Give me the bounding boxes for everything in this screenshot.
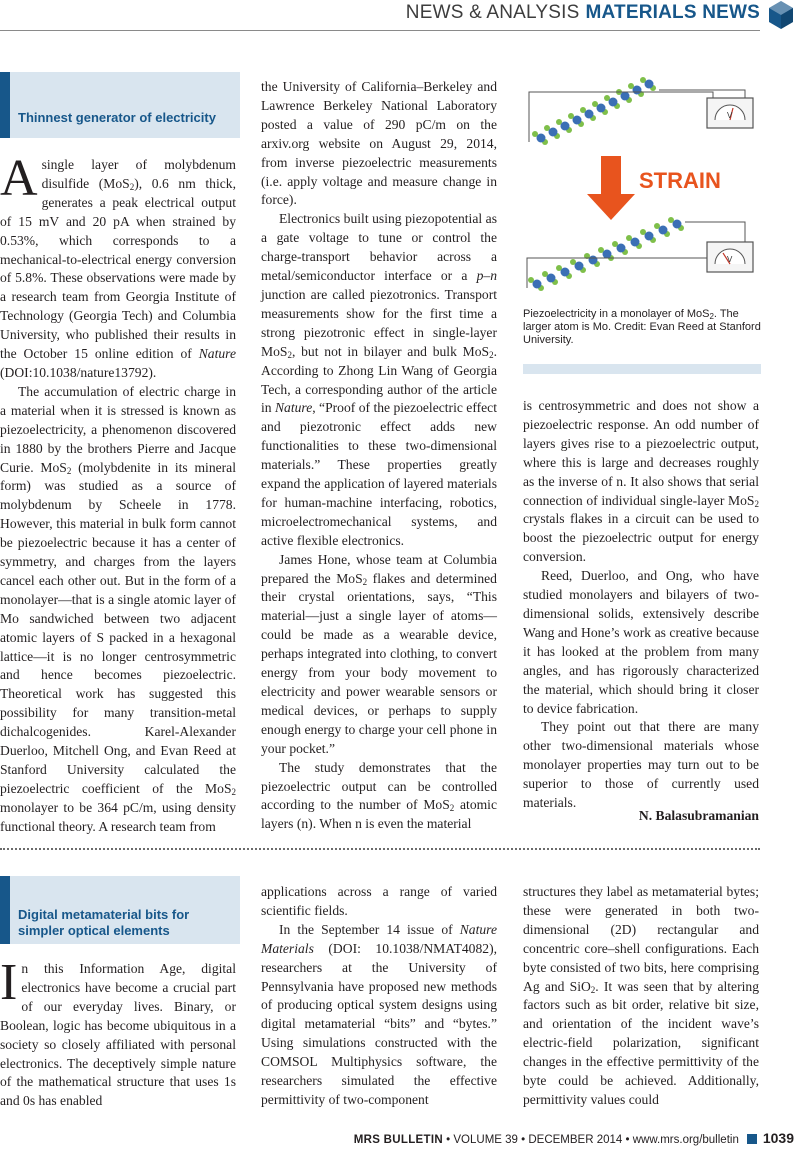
header-section: NEWS & ANALYSIS	[405, 2, 580, 23]
story1-column-1	[0, 150, 236, 837]
drop-cap: A	[0, 150, 38, 207]
story1-col2-paragraph-3: James Hone, whose team at Columbia prepared the MoS$_2$ flakes and determined their crystal orientations, says, “This material—just a single layer of atoms—could be made as a wearable device, perhaps integrated into clothing, to convert energy from your body movement to electricity and power wearable sensors or medical devices, or perhaps to supply enough energy to charge your cell phone in your pocket.”	[261, 551, 497, 756]
story1-heading: Thinnest generator of electricity	[18, 110, 216, 125]
story1-column-2	[261, 78, 497, 834]
page-footer: MRS BULLETIN • VOLUME 39 • DECEMBER 2014 • www.mrs.org/bulletin 1039	[353, 1130, 794, 1146]
journal-name: MRS BULLETIN	[353, 1134, 443, 1146]
header-rule	[0, 30, 760, 31]
story1-col3-paragraph-2: Reed, Duerloo, and Ong, who have studied monolayers and bilayers of two-dimensional solids, extensively describe Wang and Hone’s work as creative because it has looked at the problem from many angles, and has rigorously characterized the material, which should bring it closer to device fabrication.	[523, 568, 759, 716]
story2-col1-paragraph-1: In this Information Age, digital electronics have become a crucial part of our everyday lives. Binary, or Boolean, logic has become ubiquitous in a society so closely affiliated with personal electronics. The deceptively simple nature of the mathematical structure that uses 1s and 0s has enabled	[0, 954, 236, 1109]
story2-col2-paragraph-1: applications across a range of varied scientific fields.	[261, 884, 497, 918]
story1-col3-paragraph-1: is centrosymmetric and does not show a piezoelectric response. An odd number of layers gives rise to a piezoelectric output, where this is large and decreases roughly as the inverse of n. It also shows that serial connection of individual single-layer MoS$_2$ crystals flakes in a circuit can be used to boost the piezoelectric output for energy conversion.	[523, 398, 759, 565]
story-divider	[0, 848, 760, 850]
story2-column-3	[523, 883, 759, 1110]
story1-col2-paragraph-4: The study demonstrates that the piezoelectric output can be controlled according to the number of MoS$_2$ atomic layers (n). When n is even the material	[261, 759, 497, 832]
story2-heading: Digital metamaterial bits for simpler optical elements	[18, 907, 190, 938]
square-bullet-icon	[747, 1134, 757, 1144]
story1-col2-paragraph-1: the University of California–Berkeley and Lawrence Berkeley National Laboratory posted a value of 290 pC/m on the arxiv.org website on August 29, 2014, from inverse piezoelectric measurements (i.e. apply voltage and measure change in force).	[261, 79, 497, 208]
story2-col2-paragraph-2: In the September 14 issue of Nature Materials (DOI: 10.1038/NMAT4082), researchers at the University of Pennsylvania have proposed new methods of producing optical system designs using digital metamaterial “bits” and “bytes.” Using simulations constructed with the COMSOL Multiphysics software, the researchers simulated the effective permittivity of two-component	[261, 921, 497, 1107]
unstrained-lattice	[532, 77, 656, 145]
heading-accent-bar	[0, 72, 10, 138]
story2-col3-paragraph-1: structures they label as metamaterial bytes; these were generated in both two-dimensional (2D) rectangular and concentric core–shell configurations. Each byte consisted of two bits, here comprising Ag and SiO$_2$. It was seen that by altering factors such as bit order, relative bit size, and orientation of the incident wave’s electric-field polarization, significant changes in the effective permittivity of the byte could be achieved. Additionally, permittivity values could	[523, 884, 759, 1107]
strain-arrow-icon	[587, 156, 635, 220]
journal-url[interactable]: www.mrs.org/bulletin	[632, 1134, 739, 1146]
story2-heading-box	[0, 876, 240, 944]
volume: VOLUME 39	[453, 1134, 518, 1146]
header-subsection: MATERIALS NEWS	[585, 2, 760, 23]
page-header	[0, 0, 800, 34]
svg-text:V: V	[727, 255, 733, 264]
story2-column-2	[261, 883, 497, 1110]
hexagon-logo-icon	[768, 0, 794, 30]
figure-caption: Piezoelectricity in a monolayer of MoS$_2$. The larger atom is Mo. Credit: Evan Reed at Stanford University.	[523, 308, 761, 346]
header-label	[406, 2, 760, 24]
heading-accent-bar	[0, 876, 10, 944]
story1-col1-paragraph-1: Asingle layer of molybdenum disulfide (MoS$_2$), 0.6 nm thick, generates a peak electrical output of 15 mV and 20 pA when strained by 0.53%, which corresponds to a mechanical-to-electrical energy conversion of 5.8%. These observations were made by a research team from Georgia Institute of Technology (Georgia Tech) and Columbia University, who published their results in the October 15 online edition of Nature (DOI:10.1038/nature13792).	[0, 150, 236, 380]
strain-label: STRAIN	[639, 168, 721, 193]
issue-date: DECEMBER 2014	[528, 1134, 623, 1146]
story1-col2-paragraph-2: Electronics built using piezopotential as a gate voltage to tune or control the charge-transport behavior across a metal/semiconductor interface or a p–n junction are called piezotronics. Transport measurements show for the first time a strong piezotronic effect in single-layer MoS$_2$, but not in bilayer and bulk MoS$_2$. According to Zhong Lin Wang of Georgia Tech, a corresponding author of the article in Nature, “Proof of the piezoelectric effect and piezotronic effect adds new functionalities to these two-dimensional materials.” These properties greatly expand the application of layered materials for human-machine interfacing, robotics, microelectromechanical systems, and active flexible electronics.	[261, 211, 497, 548]
svg-text:V: V	[727, 111, 733, 120]
story1-heading-box	[0, 72, 240, 138]
strained-lattice	[528, 217, 684, 291]
story1-column-3	[523, 397, 759, 813]
drop-cap: I	[0, 954, 18, 1011]
story1-col1-paragraph-2: The accumulation of electric charge in a material when it is stressed is known as piezoelectricity, a phenomenon discovered in 1880 by the brothers Pierre and Jacque Curie. MoS$_2$ (molybdenite in its mineral form) was studied as a source of molybdenum by Scheele in 1778. However, this material in bulk form cannot be piezoelectric because it has a center of symmetry, and charges from the layers cancel each other out. But in the form of a monolayer—that is a single atomic layer of Mo sandwiched between two adjacent atomic layers of S packed in a hexagonal lattice—it is no longer centrosymmetric and hence becomes piezoelectric. Theoretical work has suggested this possibility for many transition-metal dichalcogenides. Karel-Alexander Duerloo, Mitchell Ong, and Evan Reed at Stanford University calculated the piezoelectric coefficient of the MoS$_2$ monolayer to be 364 pC/m, using density functional theory. A research team from	[0, 383, 236, 834]
author-byline: N. Balasubramanian	[638, 808, 759, 823]
caption-divider	[523, 364, 761, 374]
piezoelectric-strain-figure	[523, 72, 761, 304]
story2-column-1	[0, 954, 236, 1111]
page-number: 1039	[762, 1130, 794, 1146]
story1-col3-paragraph-3: They point out that there are many other two-dimensional materials whose monolayer properties may turn out to be superior to those of currently used materials.	[523, 719, 759, 811]
